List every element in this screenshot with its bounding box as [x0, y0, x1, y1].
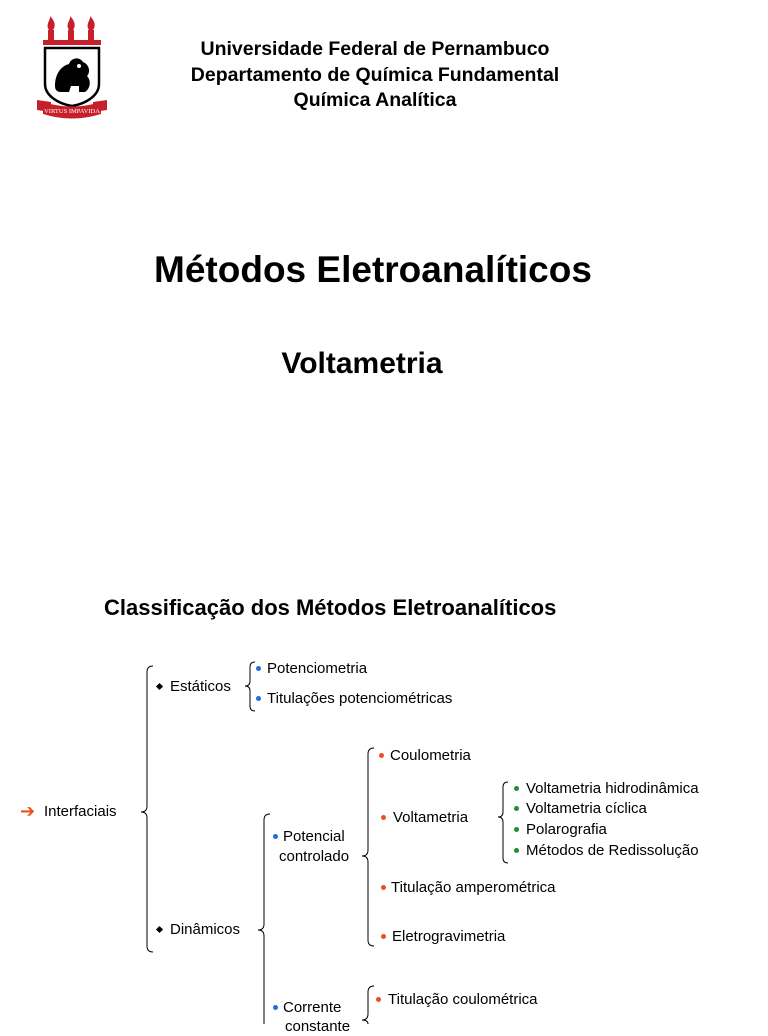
logo-motto: VIRTUS IMPAVIDA: [44, 108, 100, 115]
bullet-icon: [381, 815, 386, 820]
bullet-icon: [376, 997, 381, 1002]
list-item: Voltametria cíclica: [526, 800, 647, 817]
brace: [498, 782, 508, 863]
list-item: Eletrogravimetria: [392, 928, 506, 945]
list-item: Voltametria hidrodinâmica: [526, 780, 699, 797]
root-label: Interfaciais: [44, 803, 117, 820]
potencial-label-line1: Potencial: [283, 828, 345, 845]
dinamicos-label: Dinâmicos: [170, 921, 241, 938]
page-title: Métodos Eletroanalíticos: [154, 249, 592, 290]
potencial-label-line2: controlado: [279, 848, 350, 865]
list-item: Métodos de Redissolução: [526, 842, 699, 859]
list-item: Titulação coulométrica: [388, 991, 538, 1008]
corrente-label-line1: Corrente: [283, 999, 342, 1016]
course-name: Química Analítica: [293, 89, 457, 111]
bullet-icon: [273, 834, 278, 839]
brace: [258, 814, 270, 1024]
university-name: Universidade Federal de Pernambuco: [200, 38, 550, 60]
brace: [141, 666, 153, 952]
bullet-icon: [273, 1005, 278, 1010]
bullet-icon: [514, 848, 519, 853]
arrow-right-icon: ➔: [20, 801, 36, 821]
section-title: Classificação dos Métodos Eletroanalíticos: [104, 595, 557, 620]
brace: [362, 986, 374, 1024]
list-item: Titulação amperométrica: [391, 879, 556, 896]
list-item: Voltametria: [393, 809, 469, 826]
bullet-icon: [514, 786, 519, 791]
bullet-icon: [514, 827, 519, 832]
brace: [362, 748, 374, 946]
estaticos-label: Estáticos: [170, 678, 231, 695]
bullet-icon: [514, 806, 519, 811]
bullet-icon: [381, 934, 386, 939]
department-name: Departamento de Química Fundamental: [190, 64, 560, 86]
bullet-icon: [379, 753, 384, 758]
list-item: Coulometria: [390, 747, 471, 764]
list-item: Polarografia: [526, 821, 607, 838]
list-item: Potenciometria: [267, 660, 368, 677]
bullet-icon: [256, 696, 261, 701]
brace: [245, 662, 255, 711]
bullet-icon: [381, 885, 386, 890]
list-item: Titulações potenciométricas: [267, 690, 453, 707]
page-subtitle: Voltametria: [281, 347, 443, 380]
corrente-label-line2: constante: [285, 1018, 351, 1035]
bullet-icon: [256, 666, 261, 671]
